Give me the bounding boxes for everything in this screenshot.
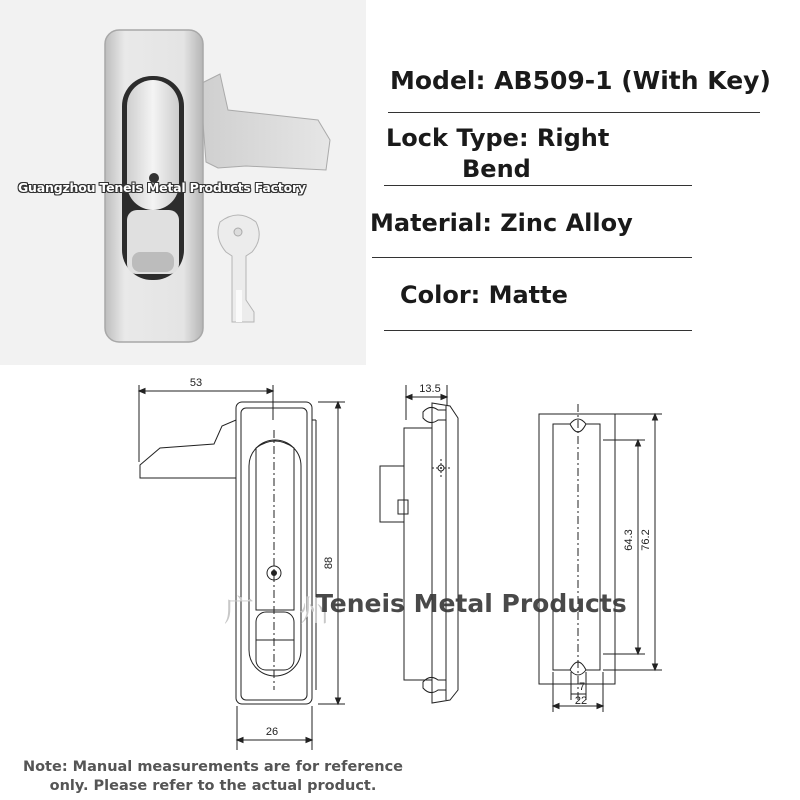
spec-color: Color: Matte xyxy=(400,281,568,309)
divider xyxy=(384,330,692,331)
spec-model: Model: AB509-1 (With Key) xyxy=(390,66,771,95)
note-line-1: Note: Manual measurements are for reference xyxy=(22,759,404,775)
product-photo xyxy=(0,0,366,365)
dim-depth: 13.5 xyxy=(419,383,441,395)
note-line-2: only. Please refer to the actual product. xyxy=(49,778,377,794)
dim-width-total: 53 xyxy=(189,377,203,389)
watermark-brand: Teneis Metal Products xyxy=(316,589,627,618)
watermark-cjk: 广 州 xyxy=(224,594,348,629)
watermark-factory: Guangzhou Teneis Metal Products Factory xyxy=(18,180,306,195)
dim-bottom-small: 7 xyxy=(578,681,586,693)
divider xyxy=(384,185,692,186)
technical-drawing xyxy=(0,365,800,800)
dim-bottom-width: 22 xyxy=(574,695,588,707)
spec-material: Material: Zinc Alloy xyxy=(370,209,633,237)
divider xyxy=(372,257,692,258)
spec-lock-type: Lock Type: Right xyxy=(386,124,610,152)
dim-body-width: 26 xyxy=(265,726,279,738)
dim-inner-height: 64.3 xyxy=(623,529,635,551)
spec-lock-type-cont: Bend xyxy=(462,155,531,183)
dim-height-total: 88 xyxy=(323,556,335,570)
dim-outer-height: 76.2 xyxy=(640,529,652,551)
divider xyxy=(388,112,760,113)
